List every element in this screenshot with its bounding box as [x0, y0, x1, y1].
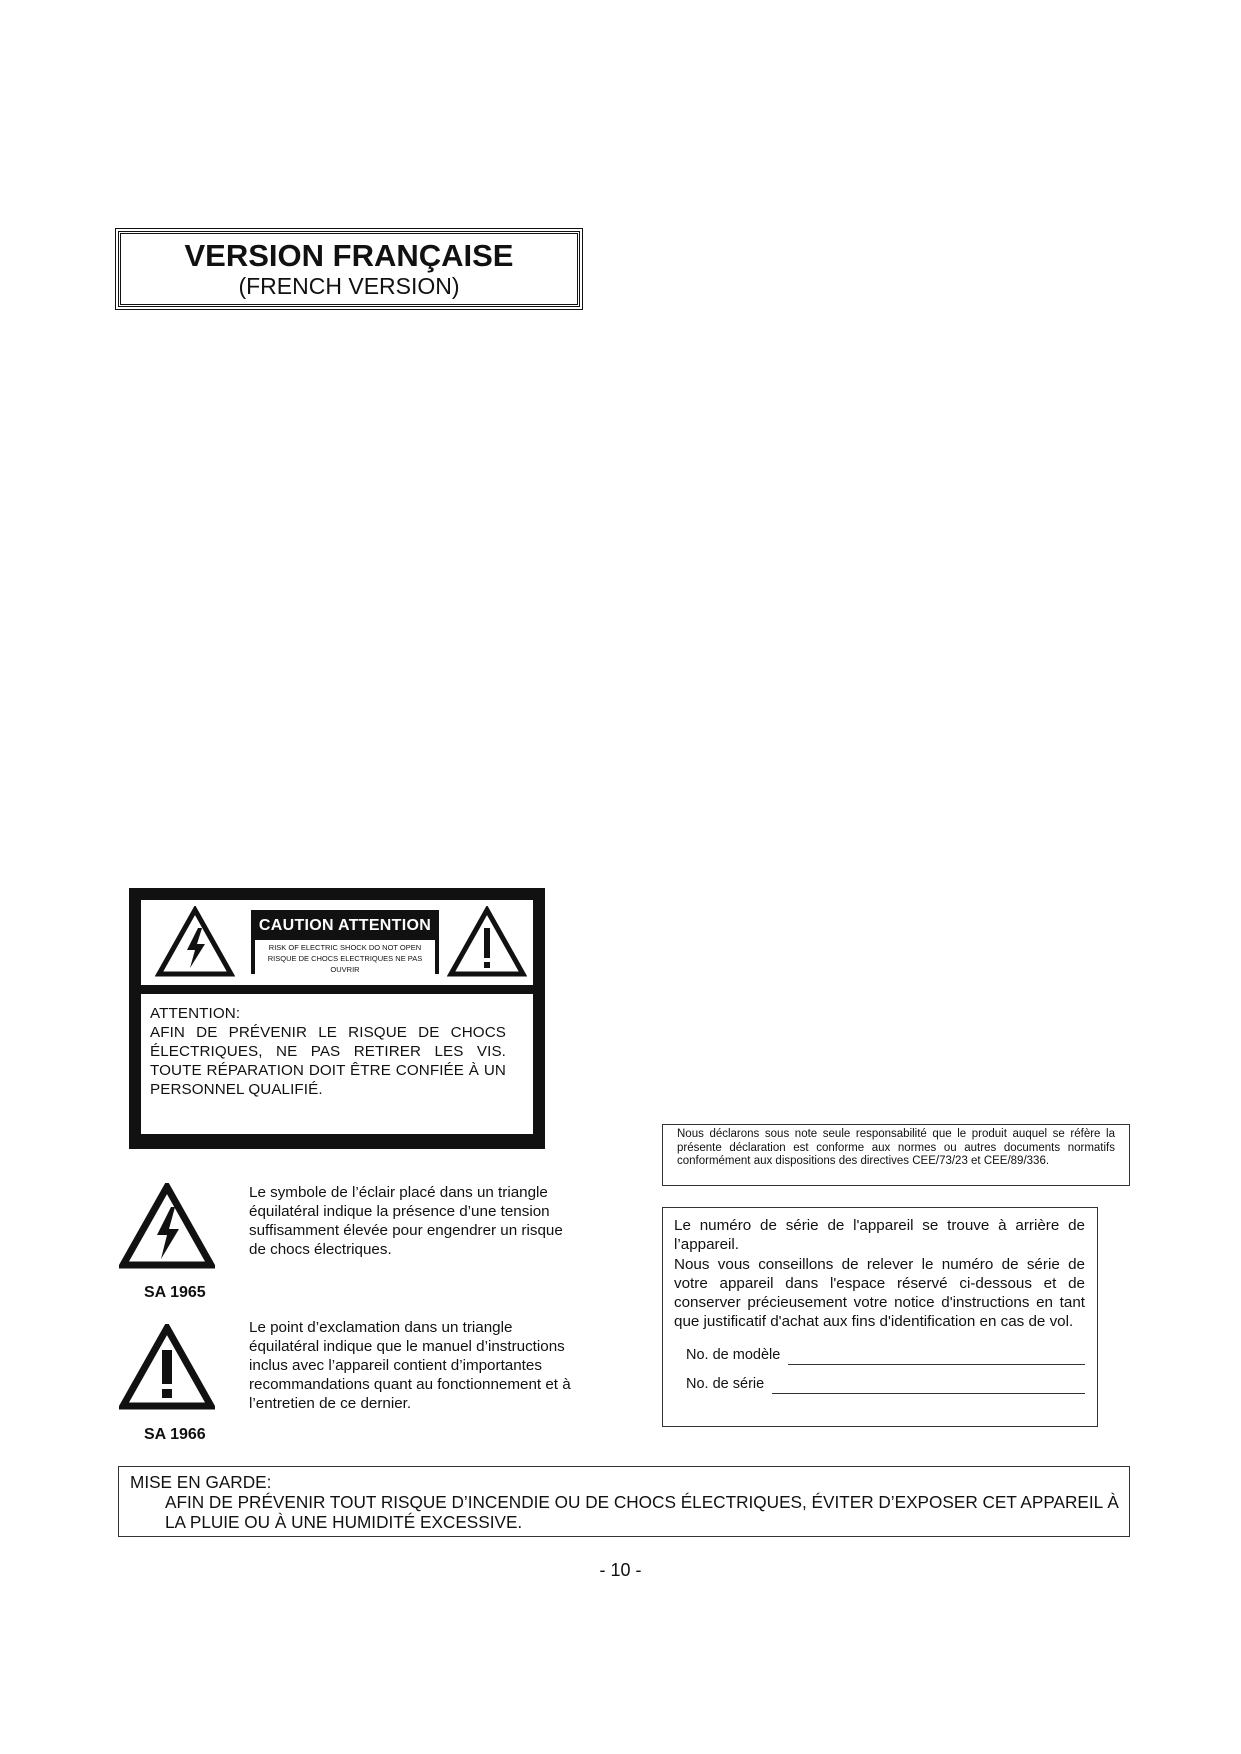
- risk-text-fr: RISQUE DE CHOCS ELECTRIQUES NE PAS OUVRIR: [267, 954, 423, 974]
- caution-heading: [251, 910, 439, 974]
- model-blank-line: [788, 1348, 1085, 1365]
- page-subtitle: (FRENCH VERSION): [238, 273, 460, 299]
- serial-advice-text: Nous vous conseillons de relever le numéro de série de votre appareil dans l'espace réservé ci-dessous et de conserver précieusement votre notice d'instructions en tant que justificatif d'achat aux fins d'identification en cas de vol.: [674, 1255, 1085, 1331]
- warning-box: [118, 1466, 1130, 1537]
- serial-label: No. de série: [686, 1376, 765, 1393]
- serial-field: [686, 1375, 1085, 1394]
- symbol-description: Le point d’exclamation dans un triangle équilatéral indique que le manuel d’instructions inclus avec l’appareil contient d’importantes recommandations quant au fonctionnement et à l’entretien de ce dernier.: [249, 1319, 571, 1412]
- warning-heading: MISE EN GARDE:: [130, 1472, 272, 1492]
- symbol-label: SA 1966: [144, 1426, 206, 1443]
- exclamation-triangle-icon: [119, 1324, 215, 1410]
- symbol-label: SA 1965: [144, 1284, 206, 1301]
- caution-label: [129, 888, 545, 1149]
- caution-text-body: AFIN DE PRÉVENIR LE RISQUE DE CHOCS ÉLECTRIQUES, NE PAS RETIRER LES VIS. TOUTE RÉPARATION DOIT ÊTRE CONFIÉE À UN PERSONNEL QUALIFIÉ.: [150, 1024, 506, 1098]
- page-number: - 10 -: [599, 1560, 642, 1580]
- caution-title: CAUTION ATTENTION: [258, 917, 432, 934]
- model-label: No. de modèle: [686, 1346, 781, 1363]
- model-field: [686, 1346, 1085, 1365]
- serial-number-box: [662, 1207, 1098, 1427]
- symbol-description: Le symbole de l’éclair placé dans un triangle équilatéral indique la présence d’une tension suffisamment élevée pour engendrer un risque de chocs électriques.: [249, 1184, 563, 1258]
- title-box: [118, 231, 580, 307]
- warning-text: AFIN DE PRÉVENIR TOUT RISQUE D’INCENDIE OU DE CHOCS ÉLECTRIQUES, ÉVITER D’EXPOSER CET APPAREIL À LA PLUIE OU À UNE HUMIDITÉ EXCESSIVE.: [165, 1492, 1119, 1532]
- serial-blank-line: [772, 1377, 1085, 1394]
- caution-text-heading: ATTENTION:: [150, 1005, 241, 1022]
- caution-risk-box: [255, 940, 435, 977]
- declaration-box: Nous déclarons sous note seule responsabilité que le produit auquel se réfère la présente déclaration est conforme aux normes ou autres documents normatifs conformément aux dispositions des directives CEE/73/23 et CEE/89/336.: [662, 1124, 1130, 1186]
- caution-label-bottom: [141, 994, 533, 1134]
- page-title: VERSION FRANÇAISE: [184, 238, 514, 273]
- lightning-triangle-icon: [155, 906, 235, 978]
- serial-info-text: Le numéro de série de l'appareil se trouve à arrière de l’appareil.: [674, 1217, 1085, 1254]
- caution-text: [150, 1004, 506, 1099]
- caution-label-top: [141, 900, 533, 985]
- risk-text-en: RISK OF ELECTRIC SHOCK DO NOT OPEN: [268, 943, 422, 952]
- exclamation-triangle-icon: [447, 906, 527, 978]
- lightning-triangle-icon: [119, 1183, 215, 1269]
